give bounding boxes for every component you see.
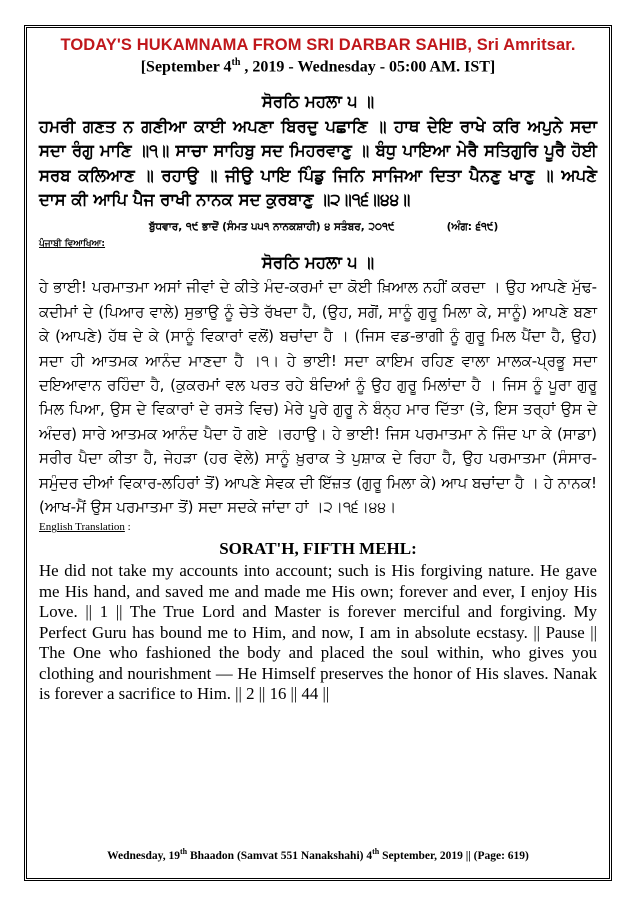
footer-part-a: Wednesday, 19	[107, 850, 180, 862]
footer-part-b: Bhaadon (Samvat 551 Nanakshahi) 4	[187, 850, 373, 862]
footer-sup-a: th	[179, 847, 188, 857]
footer-sup-b: th	[372, 847, 380, 857]
date-ordinal: th	[231, 57, 241, 68]
date-suffix: , 2019 - Wednesday - 05:00 AM. IST]	[240, 58, 496, 76]
english-heading: SORAT'H, FIFTH MEHL:	[219, 539, 417, 559]
footer-part-c: September, 2019 || (Page: 619)	[379, 850, 529, 862]
shabad-text: ਹਮਰੀ ਗਣਤ ਨ ਗਣੀਆ ਕਾਈ ਅਪਣਾ ਬਿਰਦੁ ਪਛਾਣਿ ॥ ਹਾਥ ਦੇਇ ਰਾਖੇ ਕਰਿ ਅਪੁਨੇ ਸਦਾ ਸਦਾ ਰੰਗੁ ਮਾਣਿ ॥੧॥ ਸਾਚਾ ਸਾਹਿਬੁ ਸਦ ਮਿਹਰਵਾਣੁ ॥ ਬੰਧੁ ਪਾਇਆ ਮੇਰੈ ਸਤਿਗੁਰਿ ਪੂਰੈ ਹੋਈ ਸਰਬ ਕਲਿਆਣ ॥ ਰਹਾਉ ॥ ਜੀਉ ਪਾਇ ਪਿੰਡੁ ਜਿਨਿ ਸਾਜਿਆ ਦਿਤਾ ਪੈਨਣੁ ਖਾਣੁ ॥ ਅਪਣੇ ਦਾਸ ਕੀ ਆਪਿ ਪੈਜ ਰਾਖੀ ਨਾਨਕ ਸਦ ਕੁਰਬਾਣੁ ॥੨॥੧੬॥੪੪॥	[39, 116, 597, 210]
vyakhya-text: ਹੇ ਭਾਈ! ਪਰਮਾਤਮਾ ਅਸਾਂ ਜੀਵਾਂ ਦੇ ਕੀਤੇ ਮੰਦ-ਕਰਮਾਂ ਦਾ ਕੋਈ ਖ਼ਿਆਲ ਨਹੀਂ ਕਰਦਾ । ਉਹ ਆਪਣੇ ਮੁੱਢ-ਕਦੀਮਾਂ ਦੇ (ਪਿਆਰ ਵਾਲੇ) ਸੁਭਾਉ ਨੂੰ ਚੇਤੇ ਰੱਖਦਾ ਹੈ, (ਉਹ, ਸਗੋਂ, ਸਾਨੂੰ ਗੁਰੂ ਮਿਲਾ ਕੇ, ਸਾਨੂੰ) ਆਪਣੇ ਬਣਾ ਕੇ (ਆਪਣੇ) ਹੱਥ ਦੇ ਕੇ (ਸਾਨੂੰ ਵਿਕਾਰਾਂ ਵਲੋਂ) ਬਚਾਂਦਾ ਹੈ । (ਜਿਸ ਵਡ-ਭਾਗੀ ਨੂੰ ਗੁਰੂ ਮਿਲ ਪੈਂਦਾ ਹੈ, ਉਹ) ਸਦਾ ਹੀ ਆਤਮਕ ਆਨੰਦ ਮਾਣਦਾ ਹੈ ।੧। ਹੇ ਭਾਈ! ਸਦਾ ਕਾਇਮ ਰਹਿਣ ਵਾਲਾ ਮਾਲਕ-ਪ੍ਰਭੂ ਸਦਾ ਦਇਆਵਾਨ ਰਹਿੰਦਾ ਹੈ, (ਕੁਕਰਮਾਂ ਵਲ ਪਰਤ ਰਹੇ ਬੰਦਿਆਂ ਨੂੰ ਉਹ ਗੁਰੂ ਮਿਲਾਂਦਾ ਹੈ । ਜਿਸ ਨੂੰ ਪੂਰਾ ਗੁਰੂ ਮਿਲ ਪਿਆ, ਉਸ ਦੇ ਵਿਕਾਰਾਂ ਦੇ ਰਸਤੇ ਵਿਚ) ਮੇਰੇ ਪੂਰੇ ਗੁਰੂ ਨੇ ਬੰਨ੍ਹ ਮਾਰ ਦਿੱਤਾ (ਤੇ, ਇਸ ਤਰ੍ਹਾਂ ਉਸ ਦੇ ਅੰਦਰ) ਸਾਰੇ ਆਤਮਕ ਆਨੰਦ ਪੈਦਾ ਹੋ ਗਏ ।ਰਹਾਉ। ਹੇ ਭਾਈ! ਜਿਸ ਪਰਮਾਤਮਾ ਨੇ ਜਿੰਦ ਪਾ ਕੇ (ਸਾਡਾ) ਸਰੀਰ ਪੈਦਾ ਕੀਤਾ ਹੈ, ਜੇਹੜਾ (ਹਰ ਵੇਲੇ) ਸਾਨੂੰ ਖ਼ੁਰਾਕ ਤੇ ਪੁਸ਼ਾਕ ਦੇ ਰਿਹਾ ਹੈ, ਉਹ ਪਰਮਾਤਮਾ (ਸੰਸਾਰ-ਸਮੁੰਦਰ ਦੀਆਂ ਵਿਕਾਰ-ਲਹਿਰਾਂ ਤੋਂ) ਆਪਣੇ ਸੇਵਕ ਦੀ ਇੱਜ਼ਤ (ਗੁਰੂ ਮਿਲਾ ਕੇ) ਆਪ ਬਚਾਂਦਾ ਹੈ । ਹੇ ਨਾਨਕ! (ਆਖ-ਮੈਂ ਉਸ ਪਰਮਾਤਮਾ ਤੋਂ) ਸਦਾ ਸਦਕੇ ਜਾਂਦਾ ਹਾਂ ।੨।੧੬।੪੪।	[39, 278, 597, 516]
shabad-heading: ਸੋਰਠਿ ਮਹਲਾ ੫ ॥	[261, 92, 375, 112]
vyakhya-heading: ਸੋਰਠਿ ਮਹਲਾ ੫ ॥	[261, 252, 375, 272]
page-date	[39, 57, 597, 76]
punjabi-vyakhya-label: ਪੰਜਾਬੀ ਵਿਆਖਿਆ:	[39, 238, 106, 249]
hukamnama-page	[24, 25, 612, 881]
date-prefix: [September 4	[140, 58, 232, 76]
footer-date-line	[27, 847, 609, 862]
english-text: He did not take my accounts into account; such is His forgiving nature. He gave me His hand, and saved me and made me His own; forever and ever, I enjoy His Love. || 1 || The True Lord and Master is forever merciful and forgiving. My Perfect Guru has bound me to Him, and now, I am in absolute ecstasy. || Pause || The One who fashioned the body and placed the soul within, who gives you clothing and nourishment — He Himself preserves the honor of His slaves. Nanak is forever a sacrifice to Him. || 2 || 16 || 44 ||	[39, 561, 597, 704]
page-title: TODAY'S HUKAMNAMA FROM SRI DARBAR SAHIB, Sri Amritsar.	[60, 36, 576, 54]
punjabi-date: ਬੁੱਧਵਾਰ, ੧੯ ਭਾਦੋਂ (ਸੰਮਤ ੫੫੧ ਨਾਨਕਸ਼ਾਹੀ) ੪ ਸਤੰਬਰ, ੨੦੧੯	[149, 220, 395, 233]
english-translation-label	[39, 521, 597, 533]
punjabi-date-line	[39, 221, 597, 234]
english-label-text: English Translation	[39, 521, 125, 534]
english-label-suffix: :	[124, 521, 131, 534]
ang-number: (ਅੰਗ: ੬੧੯)	[446, 220, 499, 233]
